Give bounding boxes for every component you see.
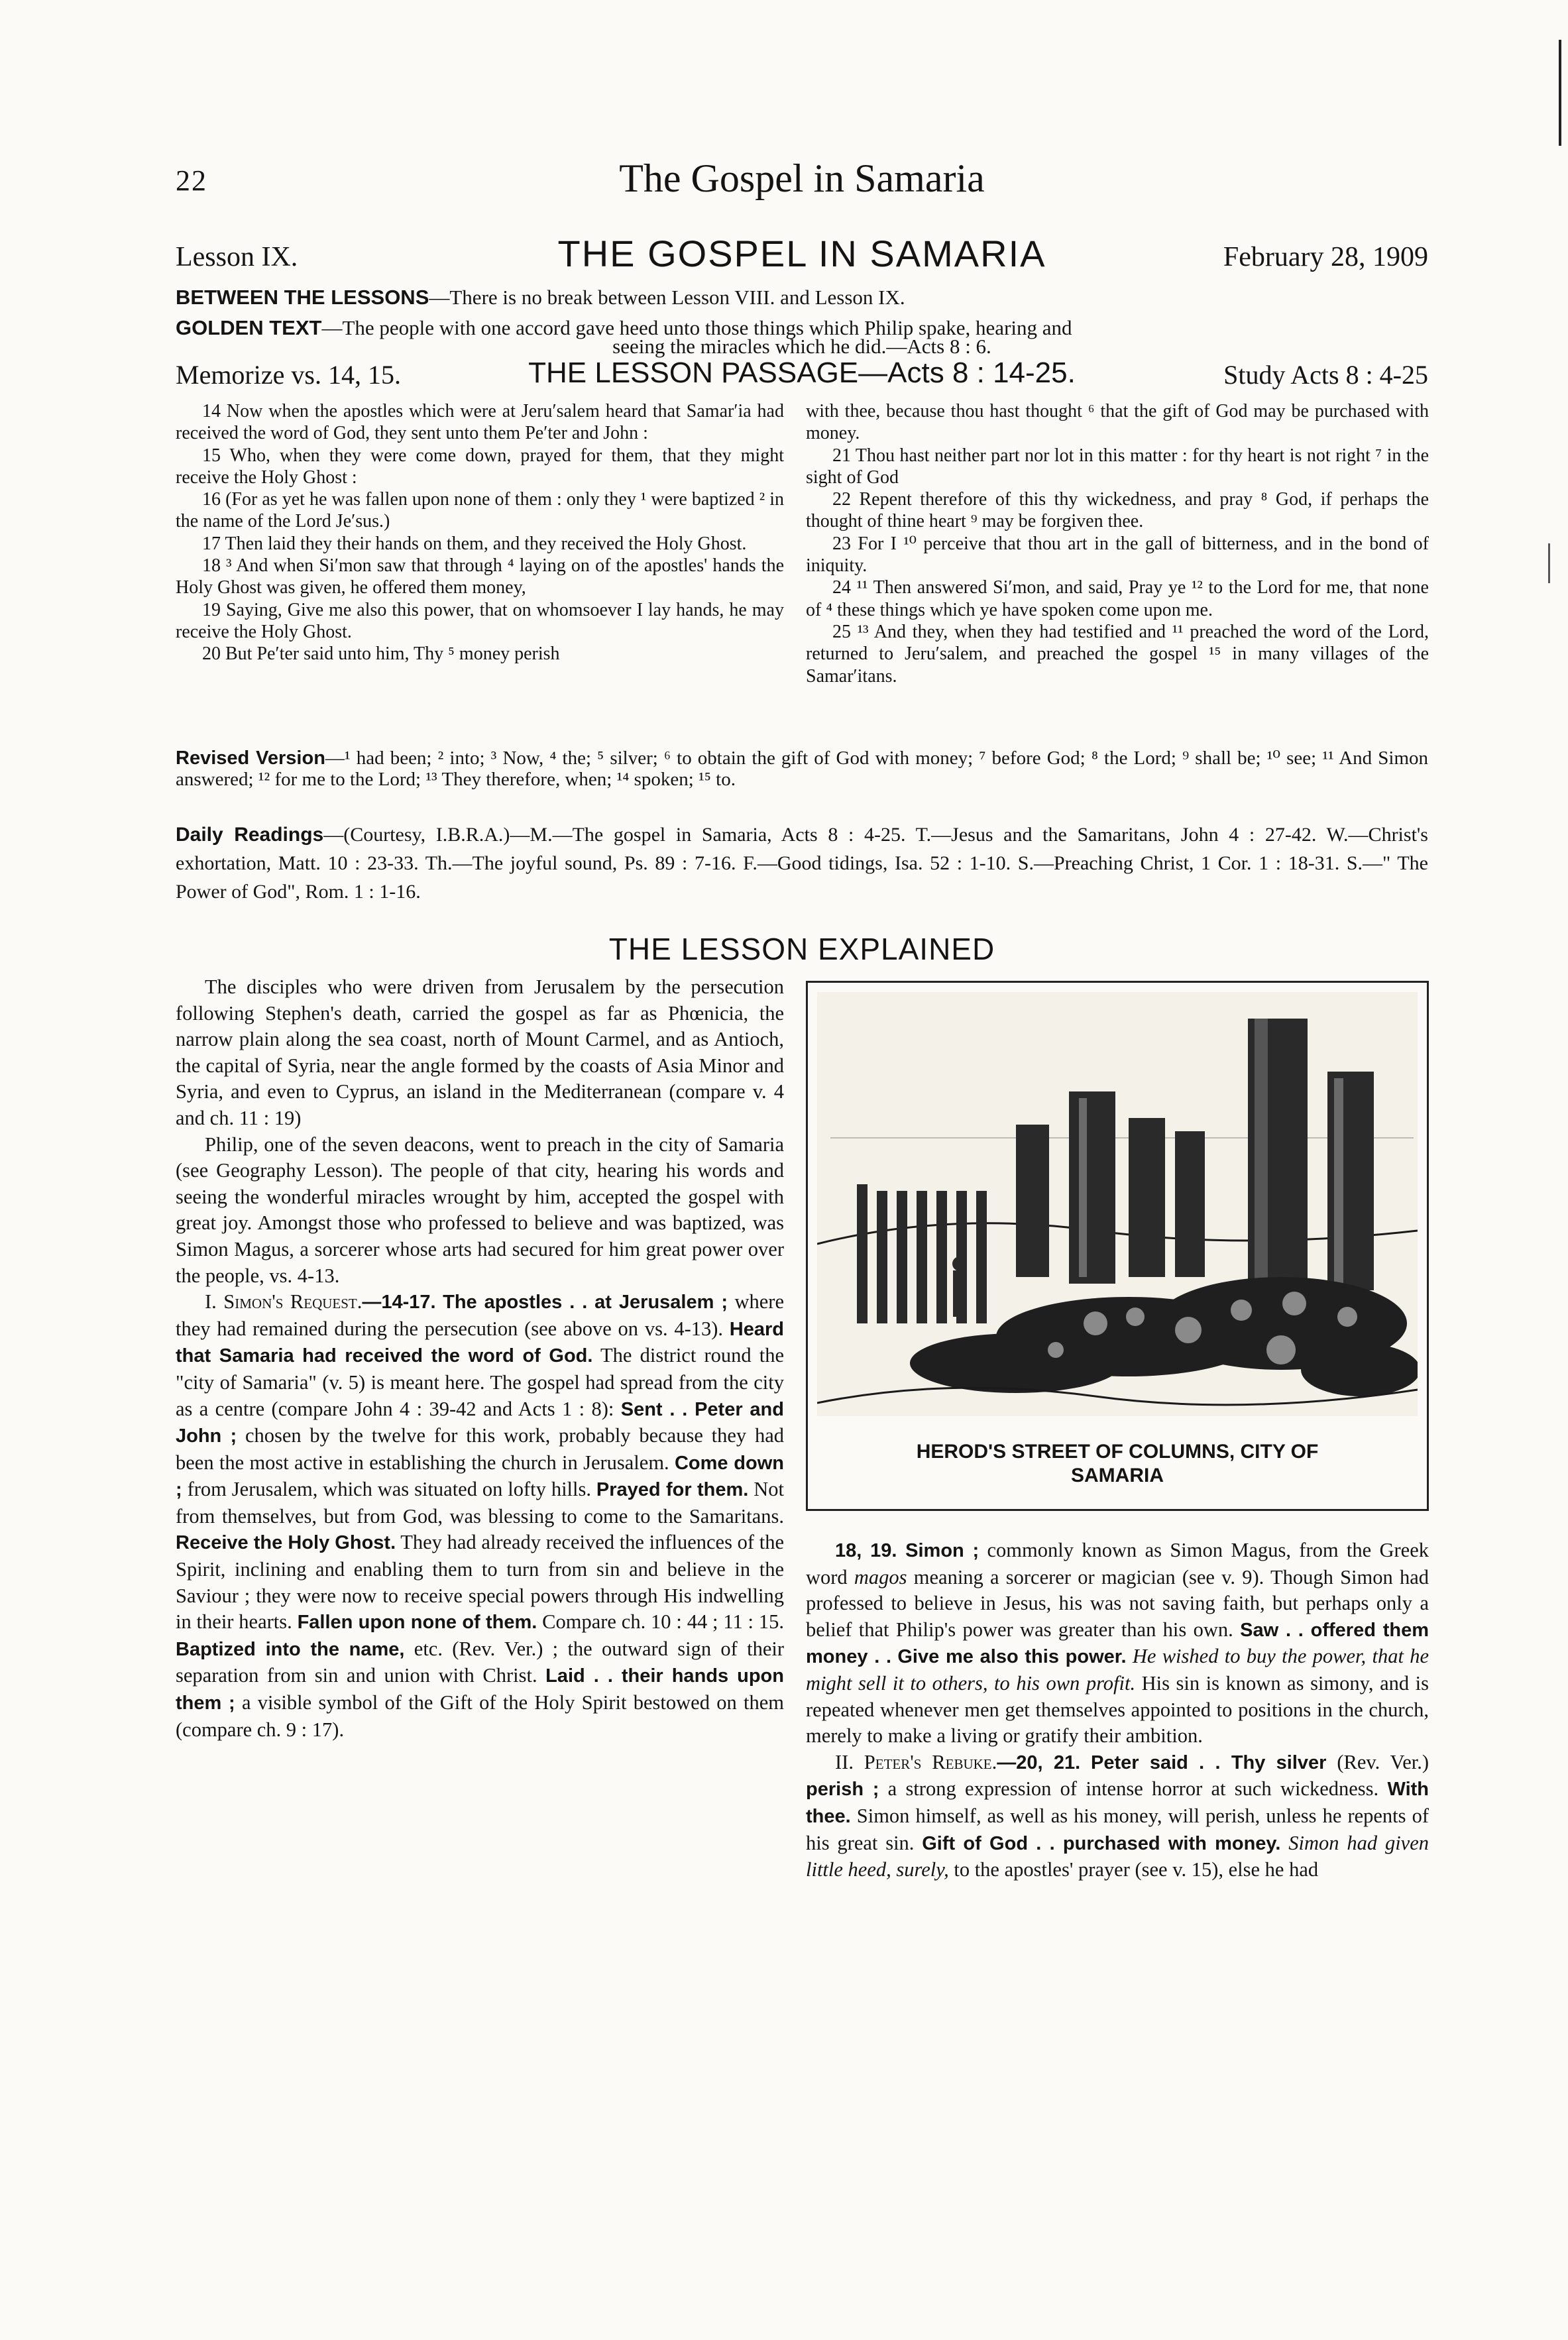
kw-sent: Sent . . Peter and John ; [176,1398,784,1447]
kw-gift-of-god: Gift of God . . purchased with money. [922,1832,1281,1854]
text-run: They had already received the influences of the Spirit, inclining and enabling them to turn from sin and believe in the Saviour ; they were now to receive special powers through His indwelling in their hearts. [176,1531,784,1634]
kw-give-me: Give me also this power. [897,1646,1127,1668]
passage-header [176,357,1428,396]
lesson-explained-heading: THE LESSON EXPLAINED [608,932,995,966]
text-run: Simon himself, as well as his money, will perish, unless he repents of his great sin. [806,1804,1429,1854]
daily-readings [176,820,1428,906]
running-title: The Gospel in Samaria [619,156,985,200]
revised-version-label: Revised Version [176,748,325,769]
figure-herods-street [806,981,1429,1511]
text-italic: magos [854,1565,907,1588]
kw-heard: Heard that Samaria had received the word of God. [176,1318,784,1367]
text-run: Not from themselves, but from God, was blessing to come to the Samaritans. [176,1478,785,1528]
verse-15: 15 Who, when they were come down, prayed for them, that they might receive the Holy Ghost : [176,445,784,488]
section-2-heading: II. Peter's Rebuke. [835,1750,997,1773]
text-run: Compare ch. 10 : 44 ; 11 : 15. [537,1610,784,1634]
kw-receive: Receive the Holy Ghost. [176,1532,396,1554]
page-edge-mark [1548,543,1550,583]
golden-text-label: GOLDEN TEXT [176,317,322,339]
text-run: The district round the "city of Samaria" (v. 5) is meant here. The gospel had spread from the city as a centre (compare John 4 : 39-42 and Acts 1 : 8): [176,1344,784,1420]
verse-22: 22 Repent therefore of this thy wickedness, and pray ⁸ God, if perhaps the thought of thine heart ⁹ may be forgiven thee. [806,489,1429,532]
intro-paragraph-2: Philip, one of the seven deacons, went to preach in the city of Samaria (see Geography Lesson). The people of that city, hearing his words and seeing the wonderful miracles wrought by him, accepted the gospel with great joy. Amongst those who professed to believe and was baptized, was Simon Magus, a sorcerer whose arts had secured for him great power over the people, vs. 4-13. [176,1133,784,1287]
lesson-title-row [176,232,1428,285]
section-2-ref: —20, 21. [997,1752,1081,1773]
passage-right-column [806,400,1429,687]
text-run: meaning a sorcerer or magician (see v. 9). Though Simon had professed to believe in Jesus, his was not saving faith, but perhaps only a belief that Philip's power was greater than his own. [806,1565,1429,1641]
kw-laid: Laid . . their hands upon them ; [176,1665,784,1714]
text-run: His sin is known as simony, and is repeated whenever men get themselves appointed to positions in the church, merely to make a living or gratify their ambition. [806,1671,1429,1748]
kw-apostles: The apostles . . at Jerusalem ; [443,1292,728,1313]
verse-20-continued: with thee, because thou hast thought ⁶ that the gift of God may be purchased with money. [806,401,1429,444]
kw-come-down: Come down ; [176,1452,784,1501]
explanation-left-column [176,974,784,1743]
verse-21: 21 Thou hast neither part nor lot in this matter : for thy heart is not right ⁷ in the sight of God [806,445,1429,488]
golden-text-1: —The people with one accord gave heed unto those things which Philip spake, hearing and [321,317,1072,339]
between-lessons-label: BETWEEN THE LESSONS [176,286,429,309]
golden-text-line-2: seeing the miracles which he did.—Acts 8 : 6. [612,335,991,358]
verse-16: 16 (For as yet he was fallen upon none of them : only they ¹ were baptized ² in the name of the Lord Je′sus.) [176,489,784,532]
section-1-heading: I. Simon's Request. [205,1290,363,1313]
explanation-right-column [806,1537,1429,1883]
running-head [176,156,1428,209]
text-run: where they had remained during the persecution (see above on vs. 4-13). [176,1290,784,1340]
verse-20: 20 But Pe′ter said unto him, Thy ⁵ money perish [202,643,560,665]
kw-perish: perish ; [806,1779,879,1801]
lesson-date: February 28, 1909 [1223,242,1428,272]
verse-18: 18 ³ And when Si′mon saw that through ⁴ laying on of the apostles' hands the Holy Ghost was given, he offered them money, [176,555,784,598]
intro-paragraph-1: The disciples who were driven from Jerusalem by the persecution following Stephen's death, carried the gospel as far as Phœnicia, the narrow plain along the sea coast, north of Mount Carmel, and as Antioch, the capital of Syria, near the angle formed by the coasts of Asia Minor and Syria, and even to Cyprus, an island in the Mediterranean (compare v. 4 and ch. 11 : 19) [176,975,784,1129]
between-lessons [176,286,1428,309]
text-run: a visible symbol of the Gift of the Holy Spirit bestowed on them (compare ch. 9 : 17). [176,1691,785,1741]
text-run: a strong expression of intense horror at such wickedness. [879,1777,1388,1801]
page-number: 22 [176,164,207,197]
figure-caption [808,1440,1427,1488]
verse-24: 24 ¹¹ Then answered Si′mon, and said, Pray ye ¹² to the Lord for me, that none of ⁴ these things which ye have spoken come upon me. [806,577,1429,620]
study-reference: Study Acts 8 : 4-25 [1223,360,1428,390]
text-run: etc. (Rev. Ver.) ; the outward sign of their separation from sin and union with Christ. [176,1637,784,1687]
text-run: from Jerusalem, which was situated on lofty hills. [182,1478,596,1501]
kw-baptized: Baptized into the name, [176,1638,405,1660]
text-run: chosen by the twelve for this work, probably because they had been the most active in establishing the church in Jerusalem. [176,1424,784,1474]
verse-25: 25 ¹³ And they, when they had testified and ¹¹ preached the word of the Lord, returned to Jeru′salem, and preached the gospel ¹⁵ in many villages of the Samar′itans. [806,621,1429,687]
kw-prayed: Prayed for them. [596,1479,749,1501]
figure-caption-line-1: HEROD'S STREET OF COLUMNS, CITY OF [916,1441,1319,1463]
kw-saw-offered: Saw . . offered them money . . [806,1619,1429,1668]
kw-fallen: Fallen upon none of them. [297,1612,537,1634]
verse-14: 14 Now when the apostles which were at Jeru′salem heard that Samar′ia had received the word of God, they sent unto them Pe′ter and John : [176,401,784,444]
text-italic: He wished to buy the power, that he might sell it to others, to his own profit. [806,1645,1429,1695]
text-italic: Simon had given little heed, surely, [806,1831,1429,1881]
revised-version-text: —¹ had been; ² into; ³ Now, ⁴ the; ⁵ silver; ⁶ to obtain the gift of God with money; ⁷ before God; ⁸ the Lord; ⁹ shall be; ¹⁰ see; ¹¹ And Simon answered; ¹² for me to the Lord; ¹³ They therefore, when; ¹⁴ spoken; ¹⁵ to. [176,748,1428,790]
lesson-number: Lesson IX. [176,242,298,272]
figure-caption-line-2: SAMARIA [1071,1465,1164,1486]
ruins-illustration-icon [817,992,1418,1416]
simon-paragraph [806,1537,1429,1750]
lesson-passage-title: THE LESSON PASSAGE—Acts 8 : 14-25. [528,357,1076,389]
lesson-title: THE GOSPEL IN SAMARIA [557,233,1046,274]
passage-left-column [176,400,784,665]
verse-23: 23 For I ¹⁰ perceive that thou art in the gall of bitterness, and in the bond of iniquity. [806,533,1429,577]
kw-with-thee: With thee. [806,1779,1429,1827]
verse-17: 17 Then laid they their hands on them, and they received the Holy Ghost. [202,533,747,554]
memorize-verses: Memorize vs. 14, 15. [176,360,401,390]
section-1-ref: —14-17. [362,1292,436,1313]
kw-peter-said: Peter said . . Thy silver [1091,1752,1327,1773]
page-edge-rule [1559,40,1561,146]
verse-19: 19 Saying, Give me also this power, that on whomsoever I lay hands, he may receive the Holy Ghost. [176,599,784,642]
text-run: to the apostles' prayer (see v. 15), else he had [948,1858,1319,1881]
section-2-paragraph [806,1750,1429,1883]
text-run: commonly known as Simon Magus, from the Greek word [806,1539,1429,1588]
between-lessons-text: —There is no break between Lesson VIII. and Lesson IX. [429,286,905,309]
kw-simon: 18, 19. Simon ; [835,1540,980,1561]
daily-readings-text: —(Courtesy, I.B.R.A.)—M.—The gospel in Samaria, Acts 8 : 4-25. T.—Jesus and the Samaritans, John 4 : 27-42. W.—Christ's exhortation, Matt. 10 : 23-33. Th.—The joyful sound, Ps. 89 : 7-16. F.—Good tidings, Isa. 52 : 1-10. S.—Preaching Christ, 1 Cor. 1 : 18-31. S.—" The Power of God", Rom. 1 : 1-16. [176,824,1428,903]
daily-readings-label: Daily Readings [176,824,324,846]
section-1-paragraph [176,1289,784,1743]
revised-version-notes [176,748,1428,790]
text-run: (Rev. Ver.) [1326,1750,1429,1773]
